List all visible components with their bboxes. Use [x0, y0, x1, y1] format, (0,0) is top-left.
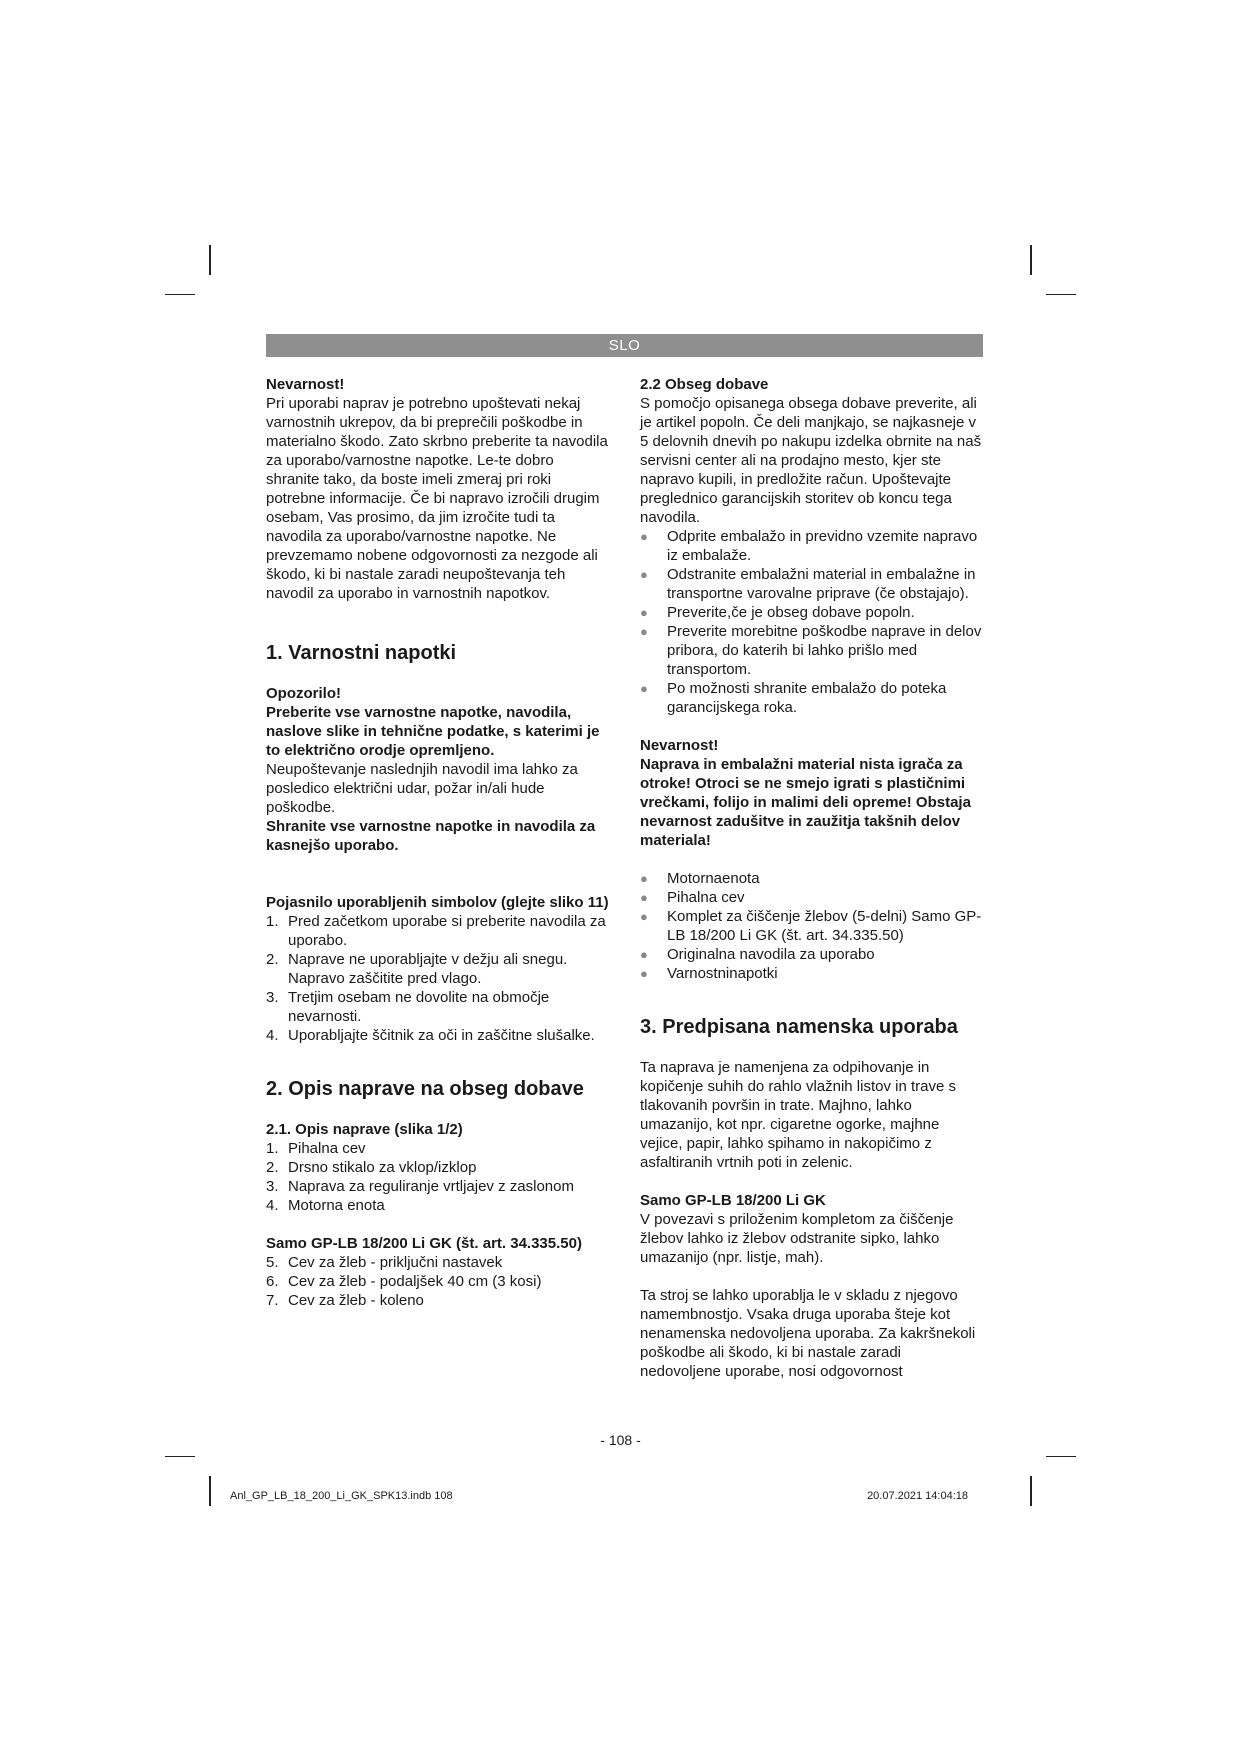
warning-bold-text: Preberite vse varnostne napotke, navodila, naslove slike in tehnične podatke, s katerimi je to električno orodje opremljeno. [266, 704, 600, 759]
list-item: ● Po možnosti shranite embalažo do poteka garancijskega roka. [640, 680, 947, 716]
crop-mark [1046, 1456, 1076, 1457]
footer-timestamp: 20.07.2021 14:04:18 [867, 1490, 968, 1502]
list-item: 3. Tretjim osebam ne dovolite na območje nevarnosti. [266, 989, 550, 1025]
list-item: ● Varnostninapotki [640, 965, 778, 982]
list-item: 2. Naprave ne uporabljajte v dežju ali snegu. Napravo zaščitite pred vlago. [266, 951, 568, 987]
list-item: ● Odprite embalažo in previdno vzemite napravo iz embalaže. [640, 528, 978, 564]
section-1-heading: 1. Varnostni napotki [266, 642, 457, 664]
crop-mark [165, 294, 195, 295]
danger-2-title: Nevarnost! [640, 737, 719, 754]
danger-text: Pri uporabi naprav je potrebno upoštevati nekaj varnostnih ukrepov, da bi preprečili poškodbe in materialno škodo. Zato skrbno preberite ta navodila za uporabo/varnostne napotke. Le-te dobro shranite tako, da boste imeli zmeraj pri roki potrebne informacije. Če bi napravo izročili drugim osebam, Vas prosimo, da jim izročite tudi ta navodila za uporabo/varnostne napotke. Ne prevzemamo nobene odgovornosti za nezgode ali škodo, ki bi nastale zaradi neupoštevanja teh navodil za uporabo in varnostnih napotkov. [266, 395, 608, 602]
gk-parts-list [266, 1253, 611, 1310]
gk-usage-text: V povezavi s priloženim kompletom za čiščenje žlebov lahko iz žlebov odstranite sipko, lahko umazanijo (npr. listje, mah). [640, 1211, 954, 1266]
warning-title: Opozorilo! [266, 685, 341, 702]
symbols-title: Pojasnilo uporabljenih simbolov (glejte sliko 11) [266, 894, 609, 911]
list-item: ● Preverite,če je obseg dobave popoln. [640, 604, 915, 621]
crop-mark [1030, 245, 1032, 275]
list-item: 4. Uporabljajte ščitnik za oči in zaščitne slušalke. [266, 1027, 595, 1044]
section-2-2-title: 2.2 Obseg dobave [640, 376, 769, 393]
footer-file-name: Anl_GP_LB_18_200_Li_GK_SPK13.indb 108 [230, 1490, 453, 1502]
page-number: - 108 - [600, 1432, 641, 1448]
parts-list [266, 1139, 611, 1215]
list-item: 6. Cev za žleb - podaljšek 40 cm (3 kosi) [266, 1273, 542, 1290]
list-item: 2. Drsno stikalo za vklop/izklop [266, 1159, 477, 1176]
list-item: ● Preverite morebitne poškodbe naprave in delov pribora, do katerih bi lahko prišlo med transportom. [640, 623, 982, 678]
crop-mark [209, 245, 211, 275]
section-2-heading: 2. Opis naprave na obseg dobave [266, 1078, 584, 1100]
list-item: 3. Naprava za reguliranje vrtljajev z zaslonom [266, 1178, 574, 1195]
section-3-text: Ta naprava je namenjena za odpihovanje in kopičenje suhih do rahlo vlažnih listov in trave s tlakovanih površin in trate. Majhno, lahko umazanijo, kot npr. cigaretne ogorke, majhne vejice, papir, lahko spihamo in nakopičimo z asfaltiranih vrtnih poti in zelenic. [640, 1059, 957, 1171]
gk-parts-title: Samo GP-LB 18/200 Li GK (št. art. 34.335.50) [266, 1235, 582, 1252]
usage-text: Ta stroj se lahko uporablja le v skladu z njegovo namembnostjo. Vsaka druga uporaba šteje kot nenamenska nedovoljena uporaba. Za kakršnekoli poškodbe ali škodo, ki bi nastale zaradi nedovoljene uporabe, nosi odgovornost [640, 1287, 976, 1380]
list-item: ● Odstranite embalažni material in embalažne in transportne varovalne priprave (če obstajajo). [640, 566, 976, 602]
unpacking-bullet-list [640, 527, 985, 717]
language-header: SLO [266, 334, 983, 357]
warning-keep-text: Shranite vse varnostne napotke in navodila za kasnejšo uporabo. [266, 818, 596, 854]
list-item: ● Originalna navodila za uporabo [640, 946, 875, 963]
list-item: 5. Cev za žleb - priključni nastavek [266, 1254, 503, 1271]
list-item: 4. Motorna enota [266, 1197, 385, 1214]
crop-mark [1030, 1476, 1032, 1506]
warning-text: Neupoštevanje naslednjih navodil ima lahko za posledico električni udar, požar in/ali hude poškodbe. [266, 761, 578, 816]
list-item: ● Pihalna cev [640, 889, 745, 906]
section-3-heading: 3. Predpisana namenska uporaba [640, 1016, 958, 1038]
list-item: ● Komplet za čiščenje žlebov (5-delni) Samo GP-LB 18/200 Li GK (št. art. 34.335.50) [640, 908, 982, 944]
list-item: 1. Pred začetkom uporabe si preberite navodila za uporabo. [266, 913, 606, 949]
symbols-list [266, 912, 611, 1045]
danger-title: Nevarnost! [266, 376, 345, 393]
right-column [640, 375, 985, 1381]
delivery-contents-list [640, 869, 985, 983]
section-2-1-title: 2.1. Opis naprave (slika 1/2) [266, 1121, 463, 1138]
crop-mark [1046, 294, 1076, 295]
gk-usage-title: Samo GP-LB 18/200 Li GK [640, 1192, 826, 1209]
section-2-2-text: S pomočjo opisanega obsega dobave preverite, ali je artikel popoln. Če deli manjkajo, se najkasneje v 5 delovnih dnevih po nakupu izdelka obrnite na naš servisni center ali na prodajno mesto, kjer ste napravo kupili, in predložite račun. Upoštevajte preglednico garancijskih storitev ob koncu tega navodila. [640, 395, 982, 526]
list-item: 1. Pihalna cev [266, 1140, 366, 1157]
list-item: 7. Cev za žleb - koleno [266, 1292, 424, 1309]
danger-2-text: Naprava in embalažni material nista igrača za otroke! Otroci se ne smejo igrati s plastičnimi vrečkami, folijo in malimi deli opreme! Obstaja nevarnost zadušitve in zaužitja takšnih delov materiala! [640, 756, 971, 849]
left-column [266, 375, 611, 1310]
crop-mark [209, 1476, 211, 1506]
crop-mark [165, 1456, 195, 1457]
list-item: ● Motornaenota [640, 870, 760, 887]
